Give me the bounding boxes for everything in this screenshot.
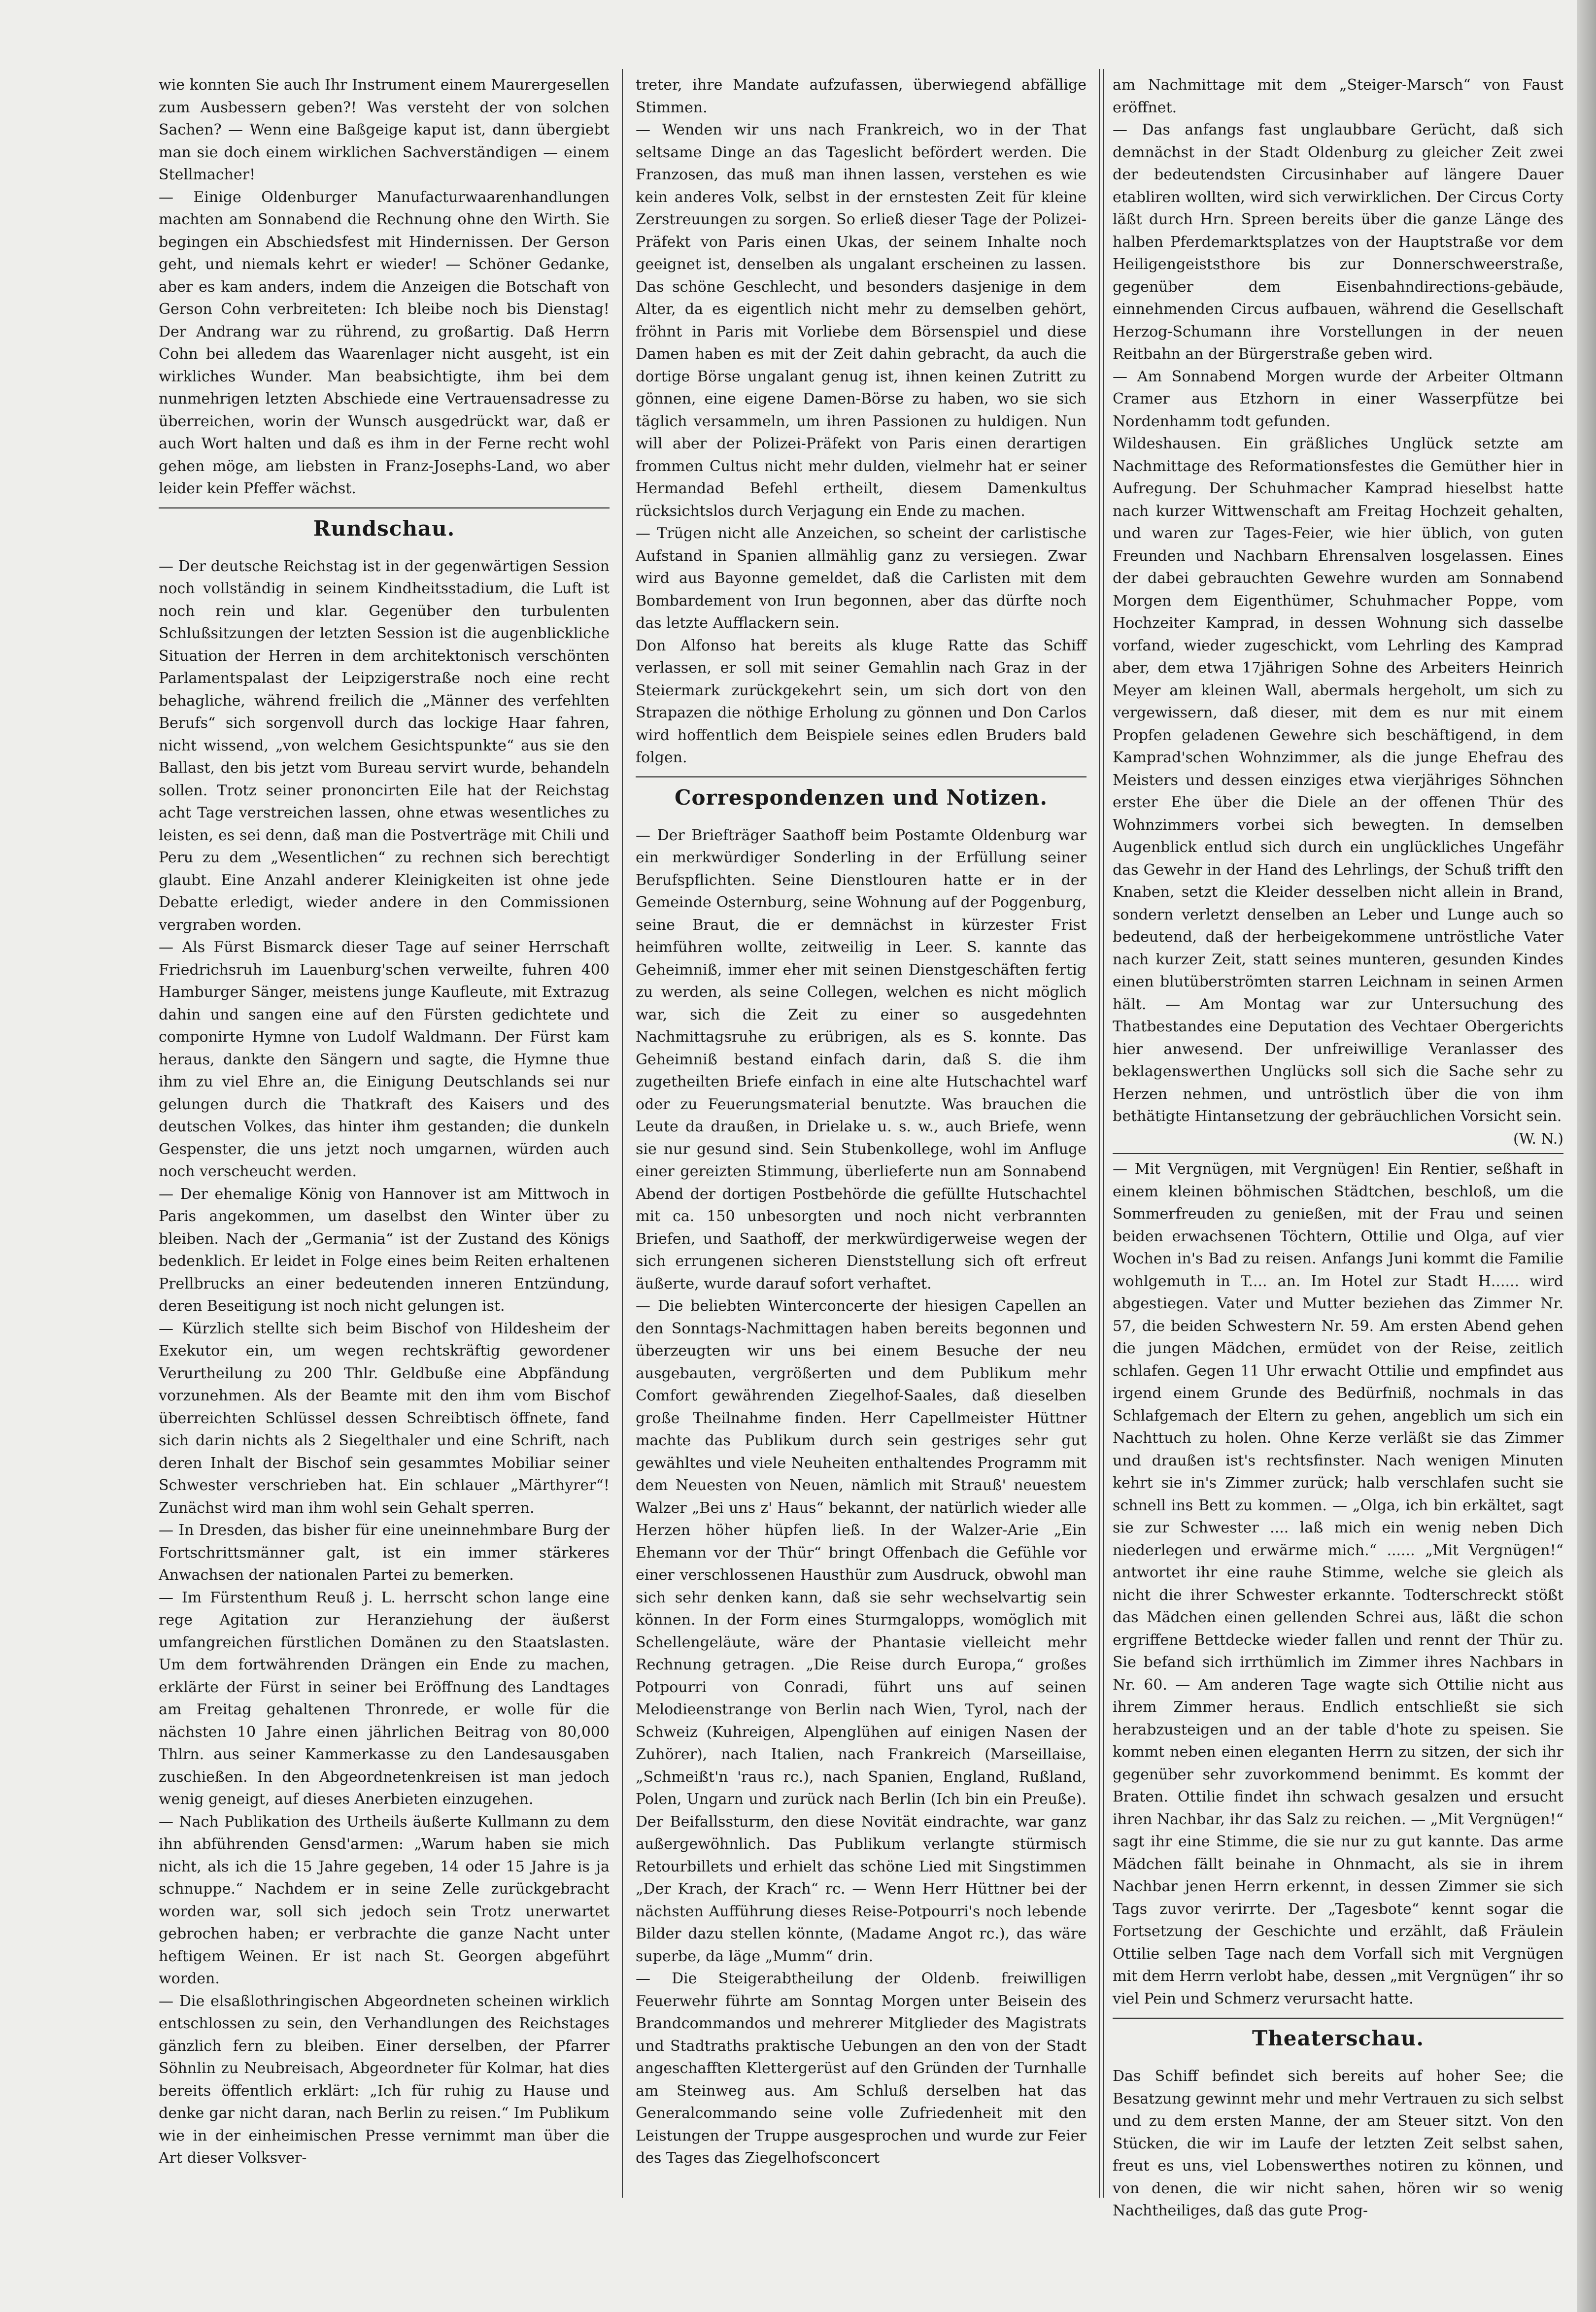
column-3 <box>1113 74 1563 2222</box>
divider <box>1113 1153 1563 1154</box>
article-frankreich: — Wenden wir uns nach Frankreich, wo in der That seltsame Dinge an das Tageslicht befördert werden. Die Franzosen, das muß man ihnen lassen, verstehen es wie kein anderes Volk, selbst in der ernstesten Zeit für kleine Zerstreuungen zu sorgen. So erließ dieser Tage der Polizei-Präfekt von Paris einen Ukas, der seinem Inhalte noch geeignet ist, denselben als ungalant erscheinen zu lassen. Das schöne Geschlecht, und besonders dasjenige in dem Alter, da es eigentlich nicht mehr zu demselben gehört, fröhnt in Paris mit Vorliebe dem Börsenspiel und diese Damen haben es mit der Zeit dahin gebracht, da auch die dortige Börse ungalant genug ist, ihnen keinen Zutritt zu gönnen, eine eigene Damen-Börse zu haben, wo sie sich täglich versammeln, um ihren Passionen zu huldigen. Nun will aber der Polizei-Präfekt von Paris einen derartigen frommen Cultus nicht mehr dulden, vielmehr hat er seiner Hermandad Befehl ertheilt, diesem Damenkultus rücksichtslos durch Verjagung ein Ende zu machen. <box>636 121 1087 520</box>
article-steigerabtheilung: — Die Steigerabtheilung der Oldenb. freiwilligen Feuerwehr führte am Sonntag Morgen unter Beisein des Brandcommandos und mehrerer Mitglieder des Magistrats und Stadtraths praktische Uebungen an den von der Stadt angeschafften Klettergerüst auf den Gründen der Turnhalle am Steinweg aus. Am Schluß derselben hat das Generalcommando seine volle Zufriedenheit mit den Leistungen der Truppe ausgesprochen und wurde zur Feier des Tages das Ziegelhofsconcert <box>636 1970 1087 2167</box>
column-rule-2b <box>1103 69 1104 2198</box>
article-bismarck: — Als Fürst Bismarck dieser Tage auf seiner Herrschaft Friedrichsruh im Lauenburg'schen verweilte, fuhren 400 Hamburger Sänger, meistens junge Kaufleute, mit Extrazug dahin und sangen eine auf den Fürsten gedichtete und componirte Hymne von Ludolf Waldmann. Der Fürst kam heraus, dankte den Sängern und sagte, die Hymne thue ihm zu viel Ehre an, die Einigung Deutschlands sei nur gelungen durch die Thatkraft des Kaisers und des deutschen Volkes, das hinter ihm gestanden; die dunkeln Gespenster, die uns jetzt noch umgarnen, würden auch noch verscheucht werden. <box>159 939 610 1180</box>
article-continuation: treter, ihre Mandate aufzufassen, überwiegend abfällige Stimmen. <box>636 76 1087 116</box>
article-reichstag: — Der deutsche Reichstag ist in der gegenwärtigen Session noch vollständig in seinem Kindheitsstadium, die Luft ist noch rein und klar. Gegenüber den turbulenten Schlußsitzungen der letzten Session ist die augenblickliche Situation der Herren in dem architektonisch verschönten Parlamentspalast der Leipzigerstraße noch eine recht behagliche, während freilich die „Männer des verfehlten Berufs“ sich sorgenvoll durch das lockige Haar fahren, nicht wissend, „von welchem Gesichtspunkte“ aus sie den Ballast, den bis jetzt vom Bureau servirt wurde, behandeln sollen. Trotz seiner prononcirten Eile hat der Reichstag acht Tage verstreichen lassen, ohne etwas wesentliches zu leisten, es sei denn, daß man die Postverträge mit Chili und Peru zu dem „Wesentlichen“ zu rechnen sich berechtigt glaubt. Eine Anzahl anderer Kleinigkeiten ist ohne jede Debatte erledigt, wieder andere in den Commissionen vergraben worden. <box>159 557 610 934</box>
article-circus: — Das anfangs fast unglaubbare Gerücht, daß sich demnächst in der Stadt Oldenburg zu gleicher Zeit zwei der bedeutendsten Circusinhaber auf längere Dauer etabliren wollten, wird sich verwirklichen. Der Circus Corty läßt durch Hrn. Spreen bereits über die ganze Länge des halben Pferdemarktsplatzes von der Hauptstraße vor dem Heiligengeiststhore bis zur Donnerschweerstraße, gegenüber dem Eisenbahndirections-gebäude, einnehmenden Circus aufbauen, während die Gesellschaft Herzog-Schumann ihre Vorstellungen in der neuen Reitbahn an der Bürgerstraße geben wird. <box>1113 121 1563 363</box>
article-dresden: — In Dresden, das bisher für eine uneinnehmbare Burg der Fortschrittsmänner galt, ist ein immer stärkeres Anwachsen der nationalen Partei zu bemerken. <box>159 1522 610 1584</box>
column-1 <box>159 74 610 2170</box>
column-rule-1 <box>622 69 623 2198</box>
article-alfonso: Don Alfonso hat bereits als kluge Ratte das Schiff verlassen, er soll mit seiner Gemahlin nach Graz in der Steiermark zurückgekehrt sein, um sich dort von den Strapazen die nöthige Erholung zu gönnen und Don Carlos wird hoffentlich dem Beispiele seines edlen Bruders bald folgen. <box>636 637 1087 766</box>
article-winterconcerte: — Die beliebten Winterconcerte der hiesigen Capellen an den Sonntags-Nachmittagen haben bereits begonnen und überzeugten wir uns bei einem Besuche der neu ausgebauten, vergrößerten und dem Publikum mehr Comfort gewährenden Ziegelhof-Saales, daß dieselben große Theilnahme finden. Herr Capellmeister Hüttner machte das Publikum durch sein gestriges sehr gut gewähltes und viele Neuheiten enthaltendes Programm mit dem Neuesten von Neuen, nämlich mit Strauß' neuestem Walzer „Bei uns z' Haus“ bekannt, der natürlich wieder alle Herzen höher hüpfen ließ. In der Walzer-Arie „Ein Ehemann vor der Thür“ bringt Offenbach die Gefühle vor einer verschlossenen Hausthür zum Ausdruck, obwohl man sich sehr denken kann, daß sie sehr wechselvartig sein können. In der Form eines Sturmgalopps, womöglich mit Schellengeläute, wäre der Phantasie vielleicht mehr Rechnung getragen. „Die Reise durch Europa,“ großes Potpourri von Conradi, führt uns auf seinen Melodieenstrange von Berlin nach Wien, Tyrol, nach der Schweiz (Kuhreigen, Alpenglühen auf einigen Nasen der Zuhörer), nach Italien, nach Frankreich (Marseillaise, „Schmeißt'n 'raus rc.), nach Spanien, England, Rußland, Polen, Ungarn und zurück nach Berlin (Ich bin ein Preuße). Der Beifallssturm, den diese Novität eindrachte, war ganz außergewöhnlich. Das Publikum verlangte stürmisch Retourbillets und erhielt das schöne Lied mit Singstimmen „Der Krach, der Krach“ rc. — Wenn Herr Hüttner bei der nächsten Aufführung dieses Reise-Potpourri's noch lebende Bilder dazu stellen könnte, (Madame Angot rc.), das wäre superbe, da läge „Mumm“ drin. <box>636 1297 1087 1965</box>
article-hildesheim: — Kürzlich stellte sich beim Bischof von Hildesheim der Exekutor ein, um wegen rechtskräftig gewordener Verurtheilung zu 200 Thlr. Geldbuße eine Abpfändung vorzunehmen. Als der Beamte mit den ihm vom Bischof überreichten Schlüssel dessen Schreibtisch öffnete, fand sich darin nichts als 2 Siegelthaler und eine Schrift, nach deren Inhalt der Bischof sein gesammtes Mobiliar seiner Schwester verschrieben hat. Ein schlauer „Märthyrer“! Zunächst wird man ihm wohl sein Gehalt sperren. <box>159 1320 610 1517</box>
article-elsass: — Die elsaßlothringischen Abgeordneten scheinen wirklich entschlossen zu sein, den Verhandlungen des Reichstages gänzlich fern zu bleiben. Einer derselben, der Pfarrer Söhnlin zu Neubreisach, Abgeordneter für Kolmar, hat dies bereits öffentlich erklärt: „Ich für ruhig zu Hause und denke gar nicht daran, nach Berlin zu reisen.“ Im Publikum wie in der einheimischen Presse vernimmt man über die Art dieser Volksver- <box>159 1992 610 2167</box>
article-signature: (W. N.) <box>1513 1130 1563 1148</box>
heading-correspondenzen: Correspondenzen und Notizen. <box>636 776 1087 817</box>
heading-theaterschau: Theaterschau. <box>1113 2017 1563 2058</box>
page-edge-shadow <box>1577 0 1596 2312</box>
article-continuation: am Nachmittage mit dem „Steiger-Marsch“ von Faust eröffnet. <box>1113 76 1563 116</box>
article-reuss: — Im Fürstenthum Reuß j. L. herrscht schon lange eine rege Agitation zur Heranziehung der äußerst umfangreichen fürstlichen Domänen zu den Staatslasten. Um dem fortwährenden Drängen ein Ende zu machen, erklärte der Fürst in seiner bei Eröffnung des Landtages am Freitag gehaltenen Thronrede, er wolle für die nächsten 10 Jahre einen jährlichen Beitrag von 80,000 Thlrn. aus seiner Kammerkasse zu den Landesausgaben zuschießen. In den Abgeordnetenkreisen ist man jedoch wenig geneigt, auf dieses Anerbieten einzugehen. <box>159 1589 610 1808</box>
article-oldenburger: — Einige Oldenburger Manufacturwaarenhandlungen machten am Sonnabend die Rechnung ohne den Wirth. Sie begingen ein Abschiedsfest mit Hindernissen. Der Gerson geht, und niemals kehrt er wieder! — Schöner Gedanke, aber es kam anders, indem die Anzeigen die Botschaft von Gerson Cohn verbreiteten: Ich bleibe noch bis Dienstag! Der Andrang war zu rührend, zu großartig. Daß Herrn Cohn bei alledem das Waarenlager nicht ausgeht, ist ein wirkliches Wunder. Man beabsichtigte, ihm bei dem nunmehrigen letzten Abschiede eine Vertrauensadresse zu überreichen, worin der Wunsch ausgedrückt war, daß er auch Wort halten und daß es ihm in der Ferne recht wohl gehen möge, am liebsten in Franz-Josephs-Land, wo aber leider kein Pfeffer wächst. <box>159 188 610 497</box>
article-carlisten: — Trügen nicht alle Anzeichen, so scheint der carlistische Aufstand in Spanien allmählig ganz zu versiegen. Zwar wird aus Bayonne gemeldet, daß die Carlisten mit dem Bombardement von Irun begonnen, aber das dürfte noch das letzte Aufflackern sein. <box>636 525 1087 632</box>
article-wildeshausen: Wildeshausen. Ein gräßliches Unglück setzte am Nachmittage des Reformationsfestes die Gemüther hier in Aufregung. Der Schuhmacher Kamprad hieselbst hatte nach kurzer Wittwenschaft am Freitag Hochzeit gehalten, und waren zur Tages-Feier, wie hier üblich, von guten Freunden und Nachbarn Ehrensalven losgelassen. Eines der dabei gebrauchten Gewehre wurden am Sonnabend Morgen dem Eigenthümer, Schuhmacher Poppe, vom Hochzeiter Kamprad, in dessen Wohnung sich dasselbe vorfand, wieder zugeschickt, vom Lehrling des Kamprad aber, dem etwa 17jährigen Sohne des Arbeiters Heinrich Meyer am kleinen Wall, abermals hergeholt, um sich zu vergewissern, daß dieser, mit dem es nur mit einem Propfen geladenen Gewehre sich beschäftigend, in dem Kamprad'schen Wohnzimmer, als die junge Ehefrau des Meisters und dessen einziges etwa vierjähriges Söhnchen erster Ehe über die Diele an der offenen Thür des Wohnzimmers vorbei sich bewegten. In demselben Augenblick entlud sich durch ein unglückliches Ungefähr das Gewehr in der Hand des Lehrlings, der Schuß trifft den Knaben, setzt die Kleider desselben nicht allein in Brand, sondern verletzt denselben an Leber und Lunge auch so bedeutend, daß der herbeigekommene untröstliche Vater nach kurzer Zeit, statt seines munteren, gesunden Kindes einen blutüberströmten starren Leichnam in seinen Armen hält. — Am Montag war zur Untersuchung des Thatbestandes eine Deputation des Vechtaer Obergerichts hier anwesend. Der unfreiwillige Veranlasser des beklagenswerthen Unglücks soll sich die Sache sehr zu Herzen nehmen, und untröstlich über die von ihm bethätigte Hintansetzung der gebräuchlichen Vorsicht sein. <box>1113 435 1563 1125</box>
article-vergnuegen: — Mit Vergnügen, mit Vergnügen! Ein Rentier, seßhaft in einem kleinen böhmischen Städtchen, beschloß, um die Sommerfreuden zu genießen, mit der Frau und seinen beiden erwachsenen Töchtern, Ottilie und Olga, auf vier Wochen in's Bad zu reisen. Anfangs Juni kommt die Familie wohlgemuth in T.... an. Im Hotel zur Stadt H...... wird abgestiegen. Vater und Mutter beziehen das Zimmer Nr. 57, die beiden Schwestern Nr. 59. Am ersten Abend gehen die jungen Mädchen, ermüdet von der Reise, zeitlich schlafen. Gegen 11 Uhr erwacht Ottilie und empfindet aus irgend einem Grunde des Bedürfniß, nochmals in das Schlafgemach der Eltern zu gehen, angeblich um sich ein Nachttuch zu holen. Ohne Kerze verläßt sie das Zimmer und draußen ist's rechtsfinster. Nach wenigen Minuten kehrt sie in's Zimmer zurück; halb verschlafen sucht sie schnell ins Bett zu kommen. — „Olga, ich bin erkältet, sagt sie zur Schwester .... laß mich ein wenig neben Dich niederlegen und erwärme mich.“ ...... „Mit Vergnügen!“ antwortet ihr eine rauhe Stimme, welche sie gleich als nicht die ihrer Schwester erkannte. Todterschreckt stößt das Mädchen einen gellenden Schrei aus, läßt die schon ergriffene Bettdecke wieder fallen und rennt der Thür zu. Sie befand sich irrthümlich im Zimmer ihres Nachbars in Nr. 60. — Am anderen Tage wagte sich Ottilie nicht aus ihrem Zimmer heraus. Endlich entschließt sie sich herabzusteigen und an der table d'hote zu speisen. Sie kommt neben einen eleganten Herrn zu sitzen, der sich ihr gegenüber sehr zuvorkommend benimmt. Es kommt der Braten. Ottilie findet ihn schwach gesalzen und ersucht ihren Nachbar, ihr das Salz zu reichen. — „Mit Vergnügen!“ sagt ihr eine Stimme, die sie nur zu gut kannte. Das arme Mädchen fällt beinahe in Ohnmacht, als sie in ihrem Nachbar jenen Herrn erkennt, in dessen Zimmer sie sich Tags zuvor verirrte. Der „Tagesbote“ kennt sogar die Fortsetzung der Geschichte und erzählt, daß Fräulein Ottilie selben Tage nach dem Vorfall sich mit Vergnügen mit dem Herrn verlobt habe, dessen „mit Vergnügen“ ihr so viel Pein und Schmerz verursacht hatte. <box>1113 1160 1563 2007</box>
column-rule-2 <box>1099 69 1100 2198</box>
article-oltmann: — Am Sonnabend Morgen wurde der Arbeiter Oltmann Cramer aus Etzhorn in einer Wasserpfütze bei Nordenhamm todt gefunden. <box>1113 368 1563 430</box>
article-saathoff: — Der Briefträger Saathoff beim Postamte Oldenburg war ein merkwürdiger Sonderling in der Erfüllung seiner Berufspflichten. Seine Dienstlouren hatte er in der Gemeinde Osternburg, seine Wohnung auf der Poggenburg, seine Braut, die er demnächst in kürzester Frist heimführen wollte, zeitweilig in Leer. S. kannte das Geheimniß, immer eher mit seinen Dienstgeschäften fertig zu werden, als seine Collegen, welchen es nicht möglich war, sich die Zeit zu einer so ausgedehnten Nachmittagsruhe zu erübrigen, als es S. konnte. Das Geheimniß bestand einfach darin, daß S. die ihm zugetheilten Briefe einfach in eine alte Hutschachtel warf oder zu Feuerungsmaterial benutzte. Was brauchen die Leute da draußen, in Drielake u. s. w., auch Briefe, wenn sie nur gesund sind. Sein Stubenkollege, wohl im Anfluge einer gereizten Stimmung, überlieferte nun am Sonnabend Abend der dortigen Postbehörde die gefüllte Hutschachtel mit ca. 150 unbesorgten und noch nicht verbrannten Briefen, und Saathoff, der merkwürdigerweise wegen der sich errungenen sicheren Dienststellung sich oft erfreut äußerte, wurde darauf sofort verhaftet. <box>636 826 1087 1292</box>
article-intro: wie konnten Sie auch Ihr Instrument einem Maurergesellen zum Ausbessern geben?! Was versteht der von solchen Sachen? — Wenn eine Baßgeige kaput ist, dann übergiebt man sie doch einem wirklichen Sachverständigen — einem Stellmacher! <box>159 76 610 183</box>
article-kullmann: — Nach Publikation des Urtheils äußerte Kullmann zu dem ihn abführenden Gensd'armen: „Warum haben sie mich nicht, als ich die 15 Jahre gegeben, 14 oder 15 Jahre is ja schnuppe.“ Nachdem er in seine Zelle zurückgebracht worden war, soll sich jedoch sein Trotz unerwartet gebrochen haben; er verbrachte die ganze Nacht unter heftigem Weinen. Er ist nach St. Georgen abgeführt worden. <box>159 1813 610 1987</box>
column-2 <box>636 74 1087 2170</box>
article-hannover: — Der ehemalige König von Hannover ist am Mittwoch in Paris angekommen, um daselbst den Winter über zu bleiben. Nach der „Germania“ ist der Zustand des Königs bedenklich. Er leidet in Folge eines beim Reiten erhaltenen Prellbrucks an einer bedeutenden inneren Entzündung, deren Beseitigung ist noch nicht gelungen ist. <box>159 1185 610 1315</box>
heading-rundschau: Rundschau. <box>159 507 610 548</box>
article-theater: Das Schiff befindet sich bereits auf hoher See; die Besatzung gewinnt mehr und mehr Vertrauen zu sich selbst und zu dem ersten Manne, der am Steuer sitzt. Von den Stücken, die wir im Laufe der letzten Zeit selbst sahen, freut es uns, viel Lobenswerthes notiren zu können, und von denen, die wir nicht sahen, hören wir so wenig Nachtheiliges, daß das gute Prog- <box>1113 2068 1563 2219</box>
